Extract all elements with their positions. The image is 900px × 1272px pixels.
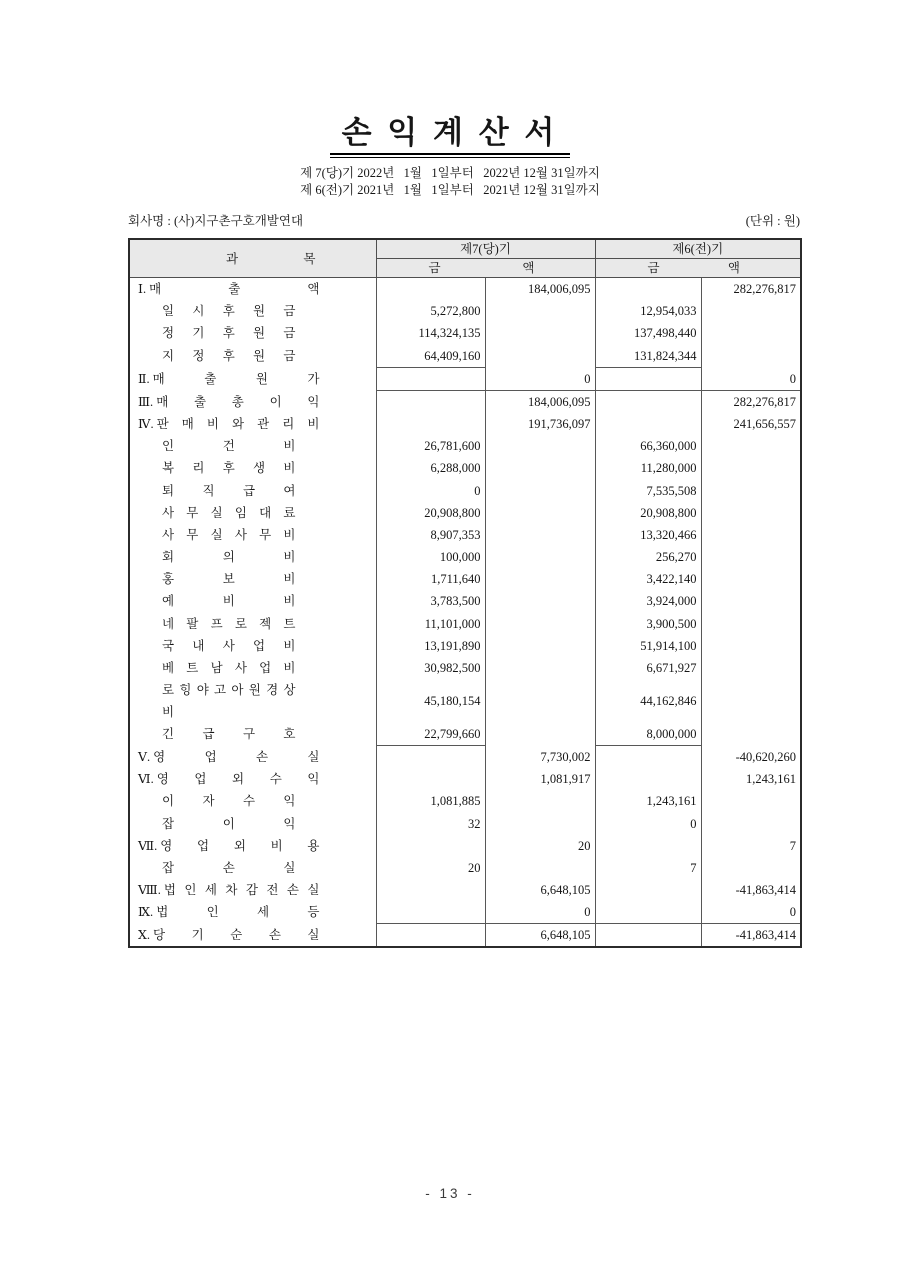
amount-total-current	[485, 590, 595, 612]
amount-detail-prior: 3,422,140	[595, 568, 701, 590]
row-item-name: 법 인 세 등	[156, 905, 320, 920]
amount-detail-prior: 11,280,000	[595, 457, 701, 479]
table-row	[129, 367, 801, 390]
row-item-label	[129, 790, 376, 812]
table-row	[129, 879, 801, 901]
table-row	[129, 857, 801, 879]
amount-total-current	[485, 790, 595, 812]
header-amount-label: 금 액	[428, 261, 535, 276]
amount-detail-current	[376, 924, 485, 948]
amount-detail-current: 30,982,500	[376, 657, 485, 679]
amount-total-current	[485, 457, 595, 479]
amount-total-current: 1,081,917	[485, 768, 595, 790]
amount-total-prior: -41,863,414	[701, 879, 801, 901]
row-item-label	[129, 390, 376, 413]
amount-detail-current: 1,081,885	[376, 790, 485, 812]
table-header	[129, 239, 801, 278]
table-body	[129, 278, 801, 948]
row-item-name: 사 무 실 사 무 비	[162, 527, 296, 542]
table-row	[129, 835, 801, 857]
amount-total-prior: 0	[701, 367, 801, 390]
amount-total-prior	[701, 813, 801, 835]
row-item-numeral: Ⅵ.	[138, 772, 154, 787]
row-item-label	[129, 612, 376, 634]
row-item-name: 정 기 후 원 금	[162, 326, 296, 341]
row-item-name: 영 업 손 실	[153, 749, 320, 764]
amount-total-prior	[701, 635, 801, 657]
amount-total-current: 184,006,095	[485, 390, 595, 413]
amount-detail-current	[376, 390, 485, 413]
row-item-name: 법 인 세 차 감 전 손 실	[163, 883, 320, 898]
amount-detail-current: 6,288,000	[376, 457, 485, 479]
amount-total-current	[485, 322, 595, 344]
row-item-label	[129, 457, 376, 479]
row-item-label	[129, 746, 376, 769]
amount-total-prior	[701, 502, 801, 524]
row-item-label	[129, 568, 376, 590]
period-line-prior: 제 6(전)기 2021년 1월 1일부터 2021년 12월 31일까지	[300, 182, 600, 197]
amount-total-current: 0	[485, 901, 595, 924]
amount-total-prior	[701, 322, 801, 344]
amount-detail-current: 45,180,154	[376, 679, 485, 723]
amount-total-prior: 1,243,161	[701, 768, 801, 790]
amount-total-prior	[701, 546, 801, 568]
table-row	[129, 568, 801, 590]
amount-detail-prior: 131,824,344	[595, 345, 701, 368]
amount-total-prior	[701, 300, 801, 322]
title-block	[0, 0, 900, 158]
amount-total-current	[485, 502, 595, 524]
amount-detail-prior: 7,535,508	[595, 480, 701, 502]
table-row	[129, 457, 801, 479]
row-item-numeral: Ⅶ.	[138, 838, 158, 853]
row-item-label	[129, 524, 376, 546]
row-item-numeral: Ⅲ.	[138, 394, 154, 409]
amount-detail-current	[376, 413, 485, 435]
amount-detail-current	[376, 367, 485, 390]
table-row	[129, 502, 801, 524]
amount-detail-current: 3,783,500	[376, 590, 485, 612]
amount-detail-prior: 20,908,800	[595, 502, 701, 524]
row-item-numeral: Ⅳ.	[138, 417, 154, 432]
amount-total-prior	[701, 723, 801, 746]
amount-total-prior	[701, 857, 801, 879]
amount-total-current	[485, 612, 595, 634]
amount-total-current	[485, 300, 595, 322]
amount-total-prior	[701, 612, 801, 634]
table-row	[129, 924, 801, 948]
row-item-label	[129, 679, 376, 723]
amount-detail-prior	[595, 746, 701, 769]
amount-total-current	[485, 635, 595, 657]
amount-detail-prior: 66,360,000	[595, 435, 701, 457]
row-item-name: 복 리 후 생 비	[162, 461, 296, 476]
row-item-label	[129, 345, 376, 368]
row-item-label	[129, 480, 376, 502]
row-item-label	[129, 502, 376, 524]
row-item-name: 베 트 남 사 업 비	[162, 660, 296, 675]
amount-detail-current: 1,711,640	[376, 568, 485, 590]
row-item-name: 사 무 실 임 대 료	[162, 505, 296, 520]
amount-detail-prior: 137,498,440	[595, 322, 701, 344]
table-row	[129, 546, 801, 568]
row-item-name: 지 정 후 원 금	[162, 348, 296, 363]
amount-total-prior	[701, 790, 801, 812]
amount-detail-prior: 13,320,466	[595, 524, 701, 546]
company-name: 회사명 : (사)지구촌구호개발연대	[128, 214, 304, 229]
amount-total-current	[485, 679, 595, 723]
amount-total-current: 191,736,097	[485, 413, 595, 435]
table-row	[129, 524, 801, 546]
amount-detail-current: 8,907,353	[376, 524, 485, 546]
table-row	[129, 768, 801, 790]
period-line-current: 제 7(당)기 2022년 1월 1일부터 2022년 12월 31일까지	[300, 166, 600, 181]
amount-total-current	[485, 546, 595, 568]
header-amount-prior	[595, 259, 801, 278]
table-row	[129, 635, 801, 657]
amount-total-prior: -41,863,414	[701, 924, 801, 948]
row-item-label	[129, 413, 376, 435]
row-item-name: 영 업 외 수 익	[156, 772, 320, 787]
amount-detail-prior	[595, 413, 701, 435]
amount-detail-current	[376, 901, 485, 924]
row-item-name: 잡 이 익	[162, 816, 296, 831]
amount-detail-prior: 0	[595, 813, 701, 835]
row-item-label	[129, 435, 376, 457]
amount-total-prior	[701, 679, 801, 723]
amount-total-current	[485, 480, 595, 502]
amount-total-prior: -40,620,260	[701, 746, 801, 769]
row-item-name: 인 건 비	[162, 439, 296, 454]
amount-total-current: 20	[485, 835, 595, 857]
amount-detail-prior: 8,000,000	[595, 723, 701, 746]
row-item-label	[129, 300, 376, 322]
amount-detail-prior	[595, 768, 701, 790]
amount-detail-current: 100,000	[376, 546, 485, 568]
table-row	[129, 413, 801, 435]
amount-total-current: 184,006,095	[485, 278, 595, 301]
amount-total-prior: 241,656,557	[701, 413, 801, 435]
amount-total-prior: 0	[701, 901, 801, 924]
row-item-name: 잡 손 실	[162, 860, 296, 875]
table-row	[129, 790, 801, 812]
row-item-name: 매 출 원 가	[152, 371, 320, 386]
title-underline	[330, 116, 571, 158]
table-row	[129, 278, 801, 301]
amount-detail-current: 20	[376, 857, 485, 879]
row-item-name: 영 업 외 비 용	[160, 838, 320, 853]
row-item-label	[129, 835, 376, 857]
amount-detail-prior	[595, 879, 701, 901]
row-item-name: 퇴 직 급 여	[162, 483, 296, 498]
header-item-column	[129, 239, 376, 278]
row-item-label	[129, 546, 376, 568]
amount-total-prior: 282,276,817	[701, 278, 801, 301]
amount-detail-current	[376, 835, 485, 857]
amount-total-prior	[701, 480, 801, 502]
amount-detail-current: 13,191,890	[376, 635, 485, 657]
amount-total-prior	[701, 345, 801, 368]
amount-detail-prior: 3,924,000	[595, 590, 701, 612]
row-item-name: 판 매 비 와 관 리 비	[156, 417, 320, 432]
header-amount-current	[376, 259, 595, 278]
row-item-label	[129, 768, 376, 790]
amount-detail-current	[376, 768, 485, 790]
amount-total-prior	[701, 657, 801, 679]
amount-total-current	[485, 723, 595, 746]
reporting-periods	[0, 165, 900, 198]
amount-detail-prior	[595, 278, 701, 301]
amount-total-prior	[701, 435, 801, 457]
row-item-name: 홍 보 비	[162, 572, 296, 587]
amount-detail-prior: 7	[595, 857, 701, 879]
table-row	[129, 723, 801, 746]
amount-total-current	[485, 435, 595, 457]
amount-total-current	[485, 345, 595, 368]
table-row	[129, 590, 801, 612]
row-item-label	[129, 367, 376, 390]
table-row	[129, 679, 801, 723]
row-item-label	[129, 635, 376, 657]
table-row	[129, 746, 801, 769]
row-item-name: 당 기 순 손 실	[153, 928, 320, 943]
meta-row	[128, 211, 800, 229]
amount-detail-current: 11,101,000	[376, 612, 485, 634]
row-item-name: 네 팔 프 로 젝 트	[162, 616, 296, 631]
row-item-name: 회 의 비	[162, 550, 296, 565]
header-amount-label: 금 액	[647, 261, 740, 276]
amount-detail-prior	[595, 924, 701, 948]
table-row	[129, 300, 801, 322]
amount-detail-prior: 1,243,161	[595, 790, 701, 812]
amount-total-prior	[701, 590, 801, 612]
amount-detail-prior: 6,671,927	[595, 657, 701, 679]
amount-total-current: 6,648,105	[485, 924, 595, 948]
amount-detail-current: 0	[376, 480, 485, 502]
header-item-label: 과 목	[226, 251, 316, 266]
amount-detail-prior	[595, 901, 701, 924]
row-item-label	[129, 879, 376, 901]
row-item-name: 국 내 사 업 비	[162, 638, 296, 653]
amount-detail-prior	[595, 835, 701, 857]
row-item-numeral: Ⅰ.	[138, 282, 147, 297]
amount-detail-prior	[595, 367, 701, 390]
row-item-label	[129, 322, 376, 344]
amount-detail-prior: 3,900,500	[595, 612, 701, 634]
income-statement-table	[128, 238, 802, 948]
table-row	[129, 480, 801, 502]
row-item-label	[129, 901, 376, 924]
amount-detail-current	[376, 879, 485, 901]
amount-detail-current	[376, 278, 485, 301]
amount-detail-prior: 44,162,846	[595, 679, 701, 723]
table-row	[129, 612, 801, 634]
row-item-label	[129, 813, 376, 835]
amount-total-current: 6,648,105	[485, 879, 595, 901]
row-item-name: 이 자 수 익	[162, 794, 296, 809]
table-row	[129, 435, 801, 457]
amount-total-current	[485, 813, 595, 835]
row-item-name: 매 출 총 이 익	[156, 394, 320, 409]
amount-total-prior	[701, 568, 801, 590]
header-prior-period: 제6(전)기	[595, 239, 801, 259]
header-current-period: 제7(당)기	[376, 239, 595, 259]
amount-detail-current: 20,908,800	[376, 502, 485, 524]
table-row	[129, 390, 801, 413]
amount-total-prior: 7	[701, 835, 801, 857]
amount-total-current: 7,730,002	[485, 746, 595, 769]
row-item-label	[129, 857, 376, 879]
row-item-label	[129, 924, 376, 948]
row-item-name: 일 시 후 원 금	[162, 304, 296, 319]
row-item-label	[129, 657, 376, 679]
row-item-label	[129, 278, 376, 301]
unit-label: (단위 : 원)	[745, 214, 800, 229]
amount-detail-current: 22,799,660	[376, 723, 485, 746]
table-row	[129, 322, 801, 344]
amount-detail-current	[376, 746, 485, 769]
row-item-numeral: Ⅸ.	[138, 905, 154, 920]
row-item-numeral: Ⅷ.	[138, 883, 161, 898]
page-number: - 13 -	[425, 1186, 475, 1201]
amount-total-prior: 282,276,817	[701, 390, 801, 413]
amount-total-current	[485, 568, 595, 590]
row-item-name: 로 힝 야 고 아 원 경 상 비	[162, 682, 296, 719]
amount-total-current	[485, 857, 595, 879]
row-item-name: 예 비 비	[162, 594, 296, 609]
amount-total-current: 0	[485, 367, 595, 390]
row-item-label	[129, 590, 376, 612]
amount-detail-prior	[595, 390, 701, 413]
table-row	[129, 901, 801, 924]
row-item-name: 긴 급 구 호	[162, 727, 296, 742]
row-item-name: 매 출 액	[149, 282, 320, 297]
amount-detail-prior: 256,270	[595, 546, 701, 568]
amount-detail-prior: 51,914,100	[595, 635, 701, 657]
amount-detail-prior: 12,954,033	[595, 300, 701, 322]
table-row	[129, 813, 801, 835]
amount-total-current	[485, 524, 595, 546]
row-item-numeral: Ⅴ.	[138, 749, 151, 764]
amount-total-prior	[701, 457, 801, 479]
amount-total-prior	[701, 524, 801, 546]
amount-total-current	[485, 657, 595, 679]
row-item-numeral: Ⅱ.	[138, 371, 150, 386]
amount-detail-current: 114,324,135	[376, 322, 485, 344]
row-item-label	[129, 723, 376, 746]
amount-detail-current: 26,781,600	[376, 435, 485, 457]
table-row	[129, 657, 801, 679]
page-title: 손 익 계 산 서	[330, 116, 571, 155]
row-item-numeral: Ⅹ.	[138, 928, 151, 943]
table-row	[129, 345, 801, 368]
amount-detail-current: 32	[376, 813, 485, 835]
amount-detail-current: 64,409,160	[376, 345, 485, 368]
amount-detail-current: 5,272,800	[376, 300, 485, 322]
